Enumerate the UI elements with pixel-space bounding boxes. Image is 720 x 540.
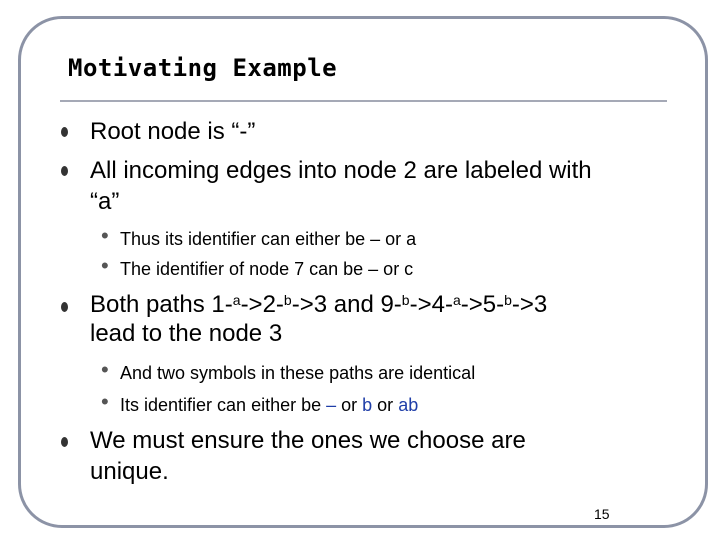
bullet-incoming-edges-line1: All incoming edges into node 2 are labeled with (90, 157, 592, 184)
sub-bullet-identifier-node7: The identifier of node 7 can be – or c (120, 259, 414, 279)
slide-title: Motivating Example (68, 54, 338, 82)
sub-bullet-dot: • (101, 389, 109, 414)
edge-label: b (504, 292, 512, 308)
path-text: ->5- (460, 291, 505, 318)
sub-bullet-dot: • (101, 357, 109, 382)
option-or: or (372, 395, 399, 415)
path-text: ->2- (240, 291, 284, 318)
sub-bullet-identical-symbols: And two symbols in these paths are identical (120, 363, 476, 383)
path-text: ->3 and 9- (291, 291, 402, 318)
title-divider (60, 100, 667, 102)
sub-bullet-identifier-options (120, 394, 418, 416)
bullet-dot (61, 127, 68, 137)
bullet-dot (61, 302, 68, 312)
page-number: 15 (594, 506, 610, 522)
option-dash: – (326, 395, 337, 415)
option-prefix: Its identifier can either be (120, 395, 327, 415)
bullet-ensure-unique-line1: We must ensure the ones we choose are (90, 427, 526, 454)
bullet-dot (61, 437, 68, 447)
bullet-root-node: Root node is “-” (90, 118, 256, 145)
path-text: ->4- (409, 291, 453, 318)
path-text: ->3 (511, 291, 548, 318)
edge-label: a (232, 292, 241, 308)
bullet-incoming-edges-line2: “a” (90, 188, 120, 215)
sub-bullet-dot: • (101, 223, 109, 248)
bullet-ensure-unique-line2: unique. (90, 458, 169, 485)
path-text: Both paths 1- (90, 291, 233, 318)
edge-label: b (283, 292, 292, 308)
edge-label: b (401, 292, 410, 308)
option-or: or (336, 395, 363, 415)
option-b: b (362, 395, 373, 415)
sub-bullet-dot: • (101, 253, 109, 278)
bullet-paths-line2: lead to the node 3 (90, 320, 283, 347)
option-ab: ab (398, 395, 419, 415)
bullet-dot (61, 166, 68, 176)
edge-label: a (452, 292, 461, 308)
sub-bullet-identifier-a: Thus its identifier can either be – or a (120, 229, 417, 249)
